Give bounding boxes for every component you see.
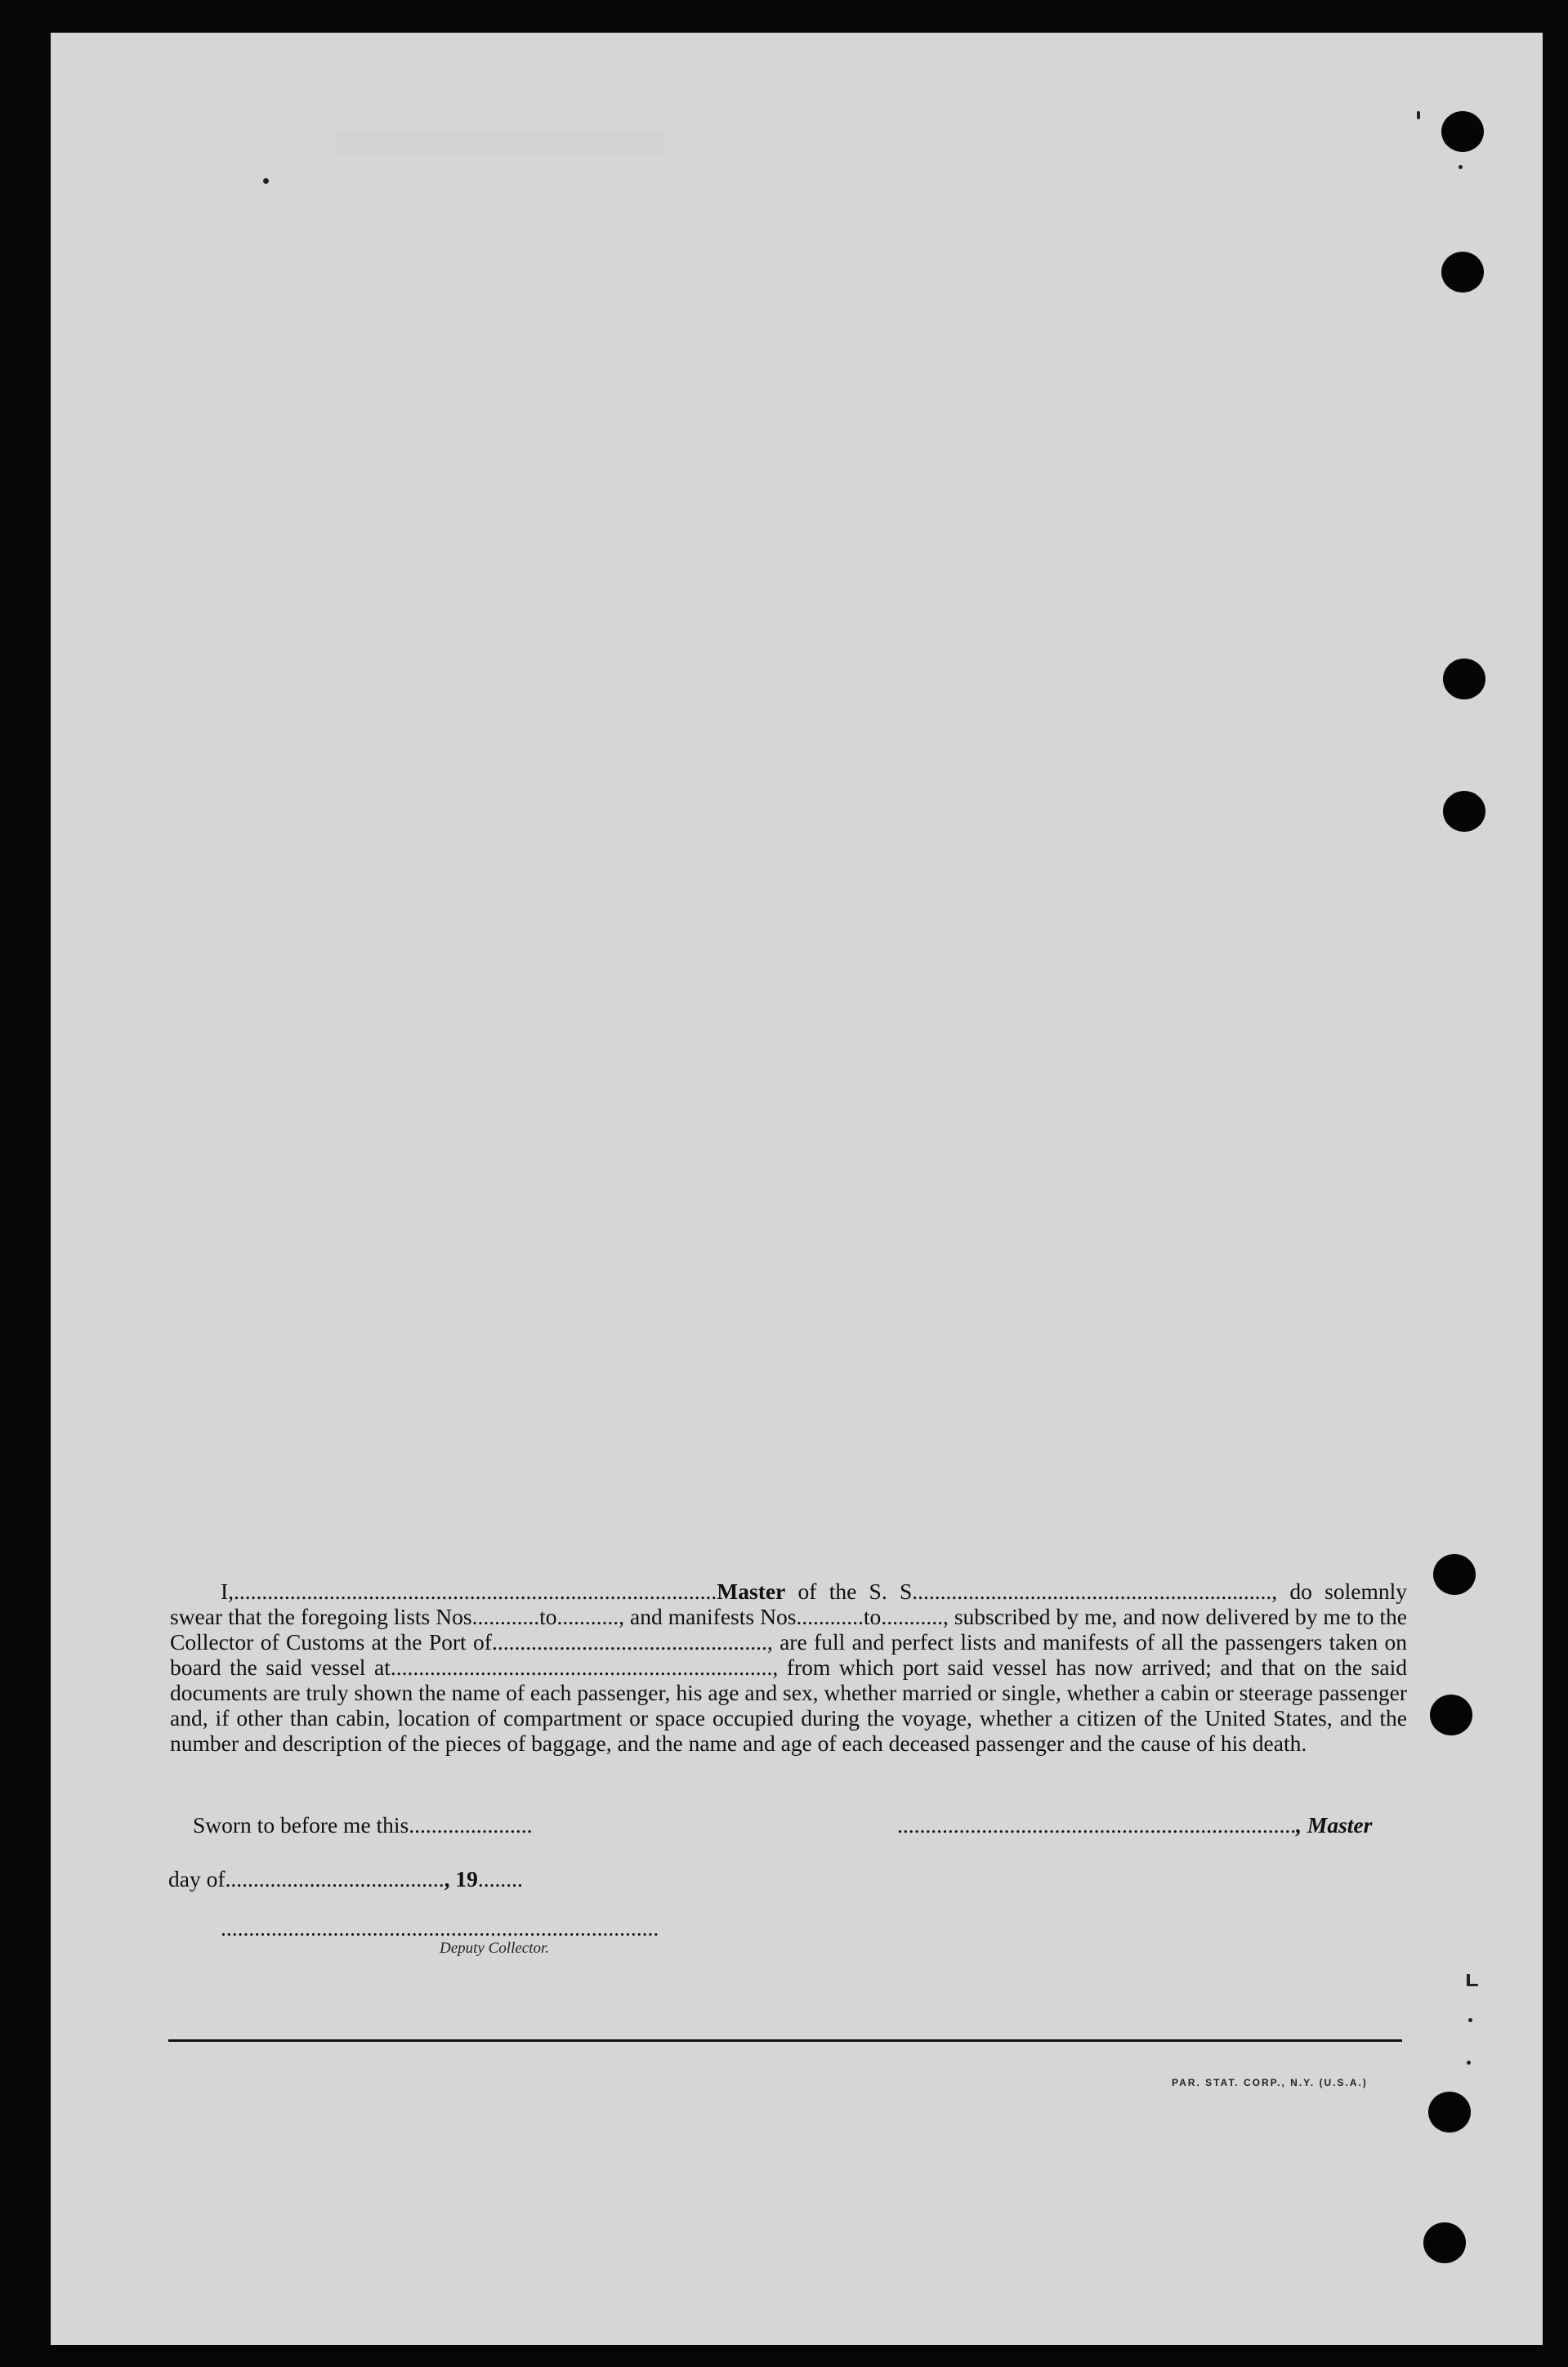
punch-hole <box>1441 111 1484 152</box>
to-label: to <box>863 1604 882 1629</box>
master-oath-paragraph <box>170 1579 1407 1756</box>
punch-hole <box>1443 791 1485 832</box>
punch-hole <box>1430 1695 1472 1735</box>
sworn-line <box>193 1812 533 1838</box>
footer-rule <box>168 2039 1402 2042</box>
departure-port-blank: .................................................................... <box>390 1655 773 1680</box>
lists-text: swear that the foregoing lists Nos <box>170 1604 472 1629</box>
ink-speck <box>1467 1984 1478 1986</box>
subscribed-text: , subscribed by me, and now <box>942 1604 1200 1629</box>
master-label: Master <box>717 1579 786 1604</box>
deputy-collector-label: Deputy Collector. <box>440 1940 550 1957</box>
day-of-line <box>168 1866 523 1892</box>
oath-prefix: I, <box>221 1579 235 1604</box>
list-no-from-blank: ............ <box>471 1604 540 1629</box>
list-no-to-blank: ........... <box>556 1604 619 1629</box>
sworn-date-blank: ...................... <box>409 1812 533 1838</box>
master-signature-blank: ....................................................................... <box>897 1812 1297 1838</box>
master-name-blank: ...................................................................................... <box>234 1579 717 1604</box>
manifest-no-from-blank: ............ <box>796 1604 864 1629</box>
punch-hole <box>1443 659 1485 699</box>
ink-speck <box>1468 2018 1472 2022</box>
ink-speck <box>1417 111 1420 119</box>
deputy-collector-signature-blank: .............................................................................. <box>221 1915 659 1940</box>
ink-speck <box>1459 165 1463 169</box>
punch-hole <box>1428 2092 1471 2133</box>
manifest-no-to-blank: ........... <box>881 1604 943 1629</box>
ink-speck <box>263 178 269 184</box>
master-signature-line <box>897 1812 1372 1838</box>
from-which-text: , from which <box>772 1655 895 1680</box>
manifests-text: , and manifests Nos <box>619 1604 797 1629</box>
port-blank: ................................................. <box>491 1629 767 1655</box>
oath-body-text: port said vessel has now arrived; and that on the said documents are truly shown the name of each passenger, his age and sex, whether married or single, whether a cabin or steerage passenger and, if other than cabin, location of compartment or space occupied during the voyage, whether a citizen of the United States, and the number and description of the pieces of baggage, and the name and age of each deceased passenger and the cause of his death. <box>170 1655 1408 1756</box>
taken-on-board-text: manifests of all the passengers taken on board the said vessel at <box>170 1629 1407 1680</box>
punch-hole <box>1441 252 1484 293</box>
day-of-label: day of <box>168 1866 226 1891</box>
bleed-through-mark <box>337 131 663 155</box>
document-page <box>51 33 1543 2345</box>
year-blank: ........ <box>477 1866 523 1891</box>
printer-imprint: PAR. STAT. CORP., N.Y. (U.S.A.) <box>1172 2077 1368 2088</box>
delivered-text: delivered by me to the Collector of Customs at the Port of <box>170 1604 1407 1655</box>
ink-speck <box>1467 2061 1471 2065</box>
to-label: to <box>539 1604 557 1629</box>
day-blank: ....................................... <box>225 1866 444 1891</box>
year-prefix: , 19 <box>444 1866 478 1891</box>
punch-hole <box>1423 2222 1466 2263</box>
full-lists-text: , are full and perfect lists and <box>766 1629 1036 1655</box>
sworn-label: Sworn to before me this <box>193 1812 409 1838</box>
master-signature-label: , Master <box>1296 1812 1373 1838</box>
punch-hole <box>1433 1554 1476 1595</box>
of-the-ss-label: of the S. S. <box>785 1579 918 1604</box>
solemnly-text: , do solemnly <box>1271 1579 1407 1604</box>
vessel-name-blank: ............................................................... <box>918 1579 1272 1604</box>
